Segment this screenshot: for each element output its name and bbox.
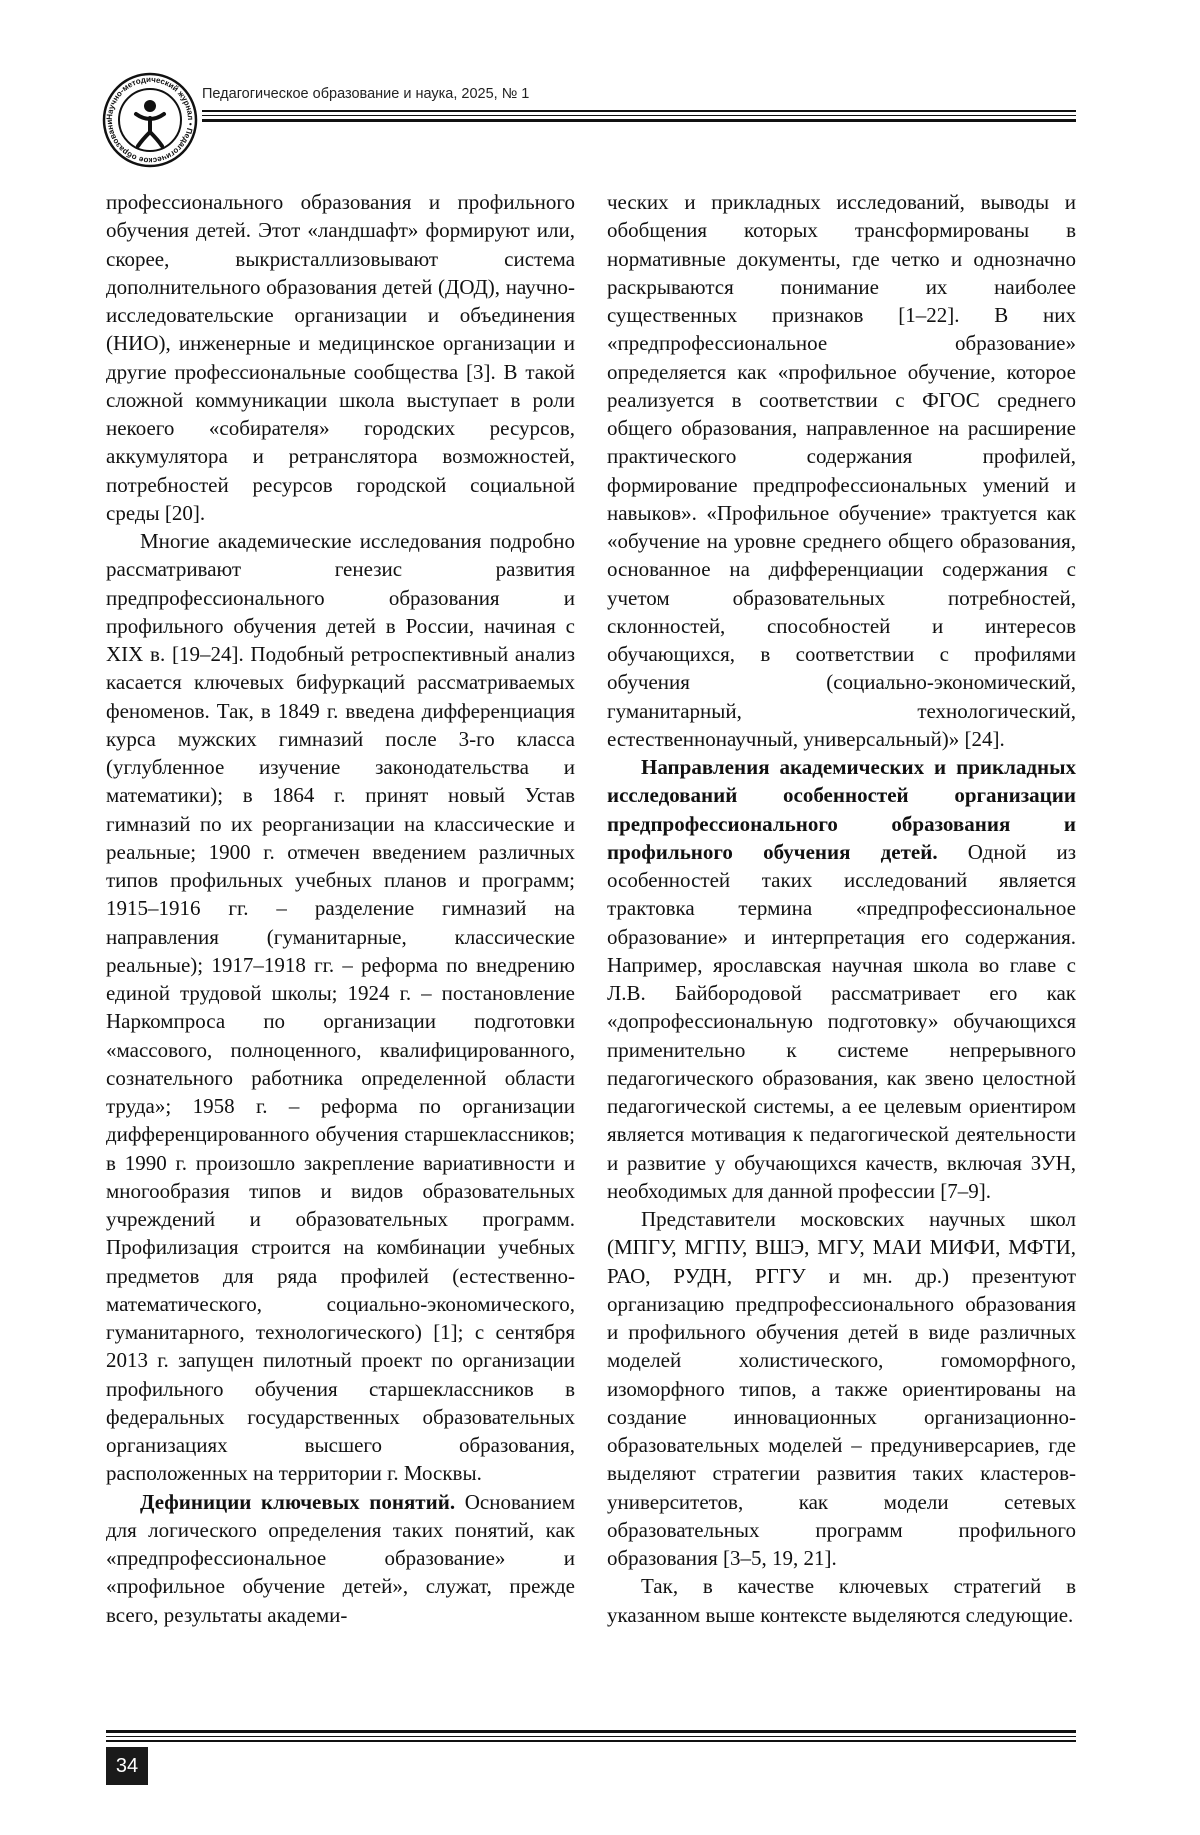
page-number: 34: [106, 1747, 148, 1785]
paragraph: профессионального образования и профильного обучения детей. Этот «ландшафт» формируют или, скорее, выкристаллизовывают система дополнительного образования детей (ДОД), научно-исследовательские организации и объединения (НИО), инженерные и медицинское организации и другие профессиональные сообщества [3]. В такой сложной коммуникации школа выступает в роли некоего «собирателя» городских ресурсов, аккумулятора и ретранслятора возможностей, потребностей ресурсов городской социальной среды [20].: [106, 190, 575, 525]
header-rule: [202, 110, 1076, 112]
paragraph: Так, в качестве ключевых стратегий в указанном выше контексте выделяются следующие.: [607, 1574, 1076, 1627]
footer-rule: [106, 1730, 1076, 1733]
paragraph: Представители московских научных школ (МПГУ, МГПУ, ВШЭ, МГУ, МАИ МИФИ, МФТИ, РАО, РУДН, РГГУ и мн. др.) презентуют организацию предпрофессионального образования и профильного обучения детей в виде различных моделей холистического, гомоморфного, изоморфного типов, а также ориентированы на создание инновационных организационно-образовательных моделей – предуниверсариев, где выделяют стратегии развития таких кластеров-университетов, как модели сетевых образовательных программ профильного образования [3–5, 19, 21].: [607, 1207, 1076, 1570]
paragraph: Многие академические исследования подробно рассматривают генезис развития предпрофессионального образования и профильного обучения детей в России, начиная с XIX в. [19–24]. Подобный ретроспективный анализ касается ключевых бифуркаций рассматриваемых феноменов. Так, в 1849 г. введена дифференциация курса мужских гимназий после 3-го класса (углубленное изучение законодательства и математики); в 1864 г. принят новый Устав гимназий по их реорганизации на классические и реальные; 1900 г. отмечен введением различных типов профильных учебных планов и программ; 1915–1916 гг. – разделение гимназий на направления (гуманитарные, классические реальные); 1917–1918 гг. – реформа по внедрению единой трудовой школы; 1924 г. – постановление Наркомпроса по организации подготовки «массового, полноценного, квалифицированного, сознательного работника определенной области труда»; 1958 г. – реформа по организации дифференцированного обучения старшеклассников; в 1990 г. произошло закрепление вариативности и многообразия типов и видов образовательных учреждений и образовательных программ. Профилизация строится на комбинации учебных предметов для ряда профилей (естественно-математического, социально-экономического, гуманитарного, технологического) [1]; с сентября 2013 г. запущен пилотный проект по организации профильного обучения старшеклассников в федеральных государственных образовательных организациях высшего образования, расположенных на территории г. Москвы.: [106, 529, 575, 1486]
paragraph: [607, 753, 1076, 1205]
section-heading: Дефиниции ключевых понятий.: [140, 1489, 456, 1514]
header-rule: [202, 119, 1076, 122]
paragraph: [106, 1488, 575, 1629]
header-rule: [202, 115, 1076, 116]
paragraph-text: Одной из особенностей таких исследований является трактовка термина «предпрофессиональное образование» и интерпретация его содержания. Например, ярославская научная школа во главе с Л.В. Байбородовой рассматривает его как «допрофессиональную подготовку» обучающихся применительно к системе непрерывного педагогического образования, как звено целостной педагогической системы, а ее целевым ориентиром является мотивация к педагогической деятельности и развитие у обучающихся качеств, включая ЗУН, необходимых для данной профессии [7–9].: [607, 839, 1076, 1203]
right-column: [607, 188, 1076, 1629]
paragraph: ческих и прикладных исследований, выводы и обобщения которых трансформированы в нормативные документы, где четко и однозначно раскрываются понимание их наиболее существенных признаков [1–22]. В них «предпрофессиональное образование» определяется как «профильное обучение, которое реализуется в соответствии с ФГОС среднего общего образования, направленное на расширение практического содержания профилей, формирование предпрофессиональных умений и навыков». «Профильное обучение» трактуется как «обучение на уровне среднего общего образования, основанное на дифференциации содержания с учетом образовательных потребностей, склонностей, способностей и интересов обучающихся, в соответствии с профилями обучения (социально-экономический, гуманитарный, технологический, естественнонаучный, универсальный)» [24].: [607, 190, 1076, 751]
left-column: [106, 188, 575, 1629]
journal-logo: [100, 70, 200, 170]
logo-seal-icon: [100, 70, 200, 170]
logo-ring-text: Научно-методический журнал • Педагогическое образовани: [104, 74, 196, 166]
footer-rule: [106, 1736, 1076, 1737]
section-heading: Направления академических и прикладных исследований особенностей организации предпрофессионального образования и профильного обучения детей.: [607, 755, 1076, 864]
footer-rule: [106, 1740, 1076, 1742]
paragraph-text: Основанием для логического определения таких понятий, как «предпрофессиональное образование» и «профильное обучение детей», служат, прежде всего, результаты академи-: [106, 1489, 575, 1627]
journal-header-title: Педагогическое образование и наука, 2025, № 1: [202, 86, 530, 102]
